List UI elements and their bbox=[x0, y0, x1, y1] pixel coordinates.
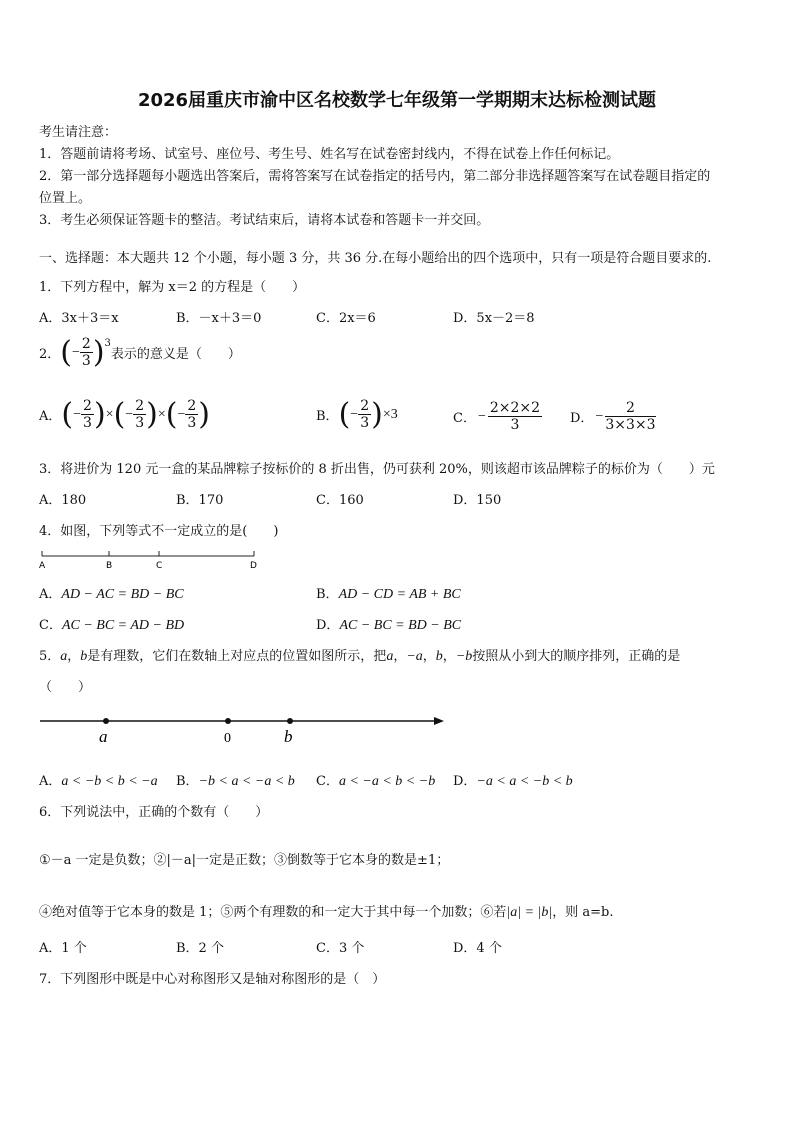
number-line-label-b: b bbox=[284, 727, 293, 746]
notice-item-2-cont: 位置上。 bbox=[39, 191, 92, 206]
question-6-stem: 6．下列说法中，正确的个数有（ ） bbox=[39, 805, 269, 820]
question-7-stem: 7．下列图形中既是中心对称图形又是轴对称图形的是（ ） bbox=[39, 972, 386, 987]
q6-statements-line-2: ④绝对值等于它本身的数是 1；⑤两个有理数的和一定大于其中每一个加数；⑥若|a| = |b|，则 a=b. bbox=[39, 905, 614, 920]
q6-statements-line-1: ①－a 一定是负数；②|－a|一定是正数；③倒数等于它本身的数是±1； bbox=[39, 853, 450, 868]
q6-option-b: B．2 个 bbox=[176, 941, 224, 956]
notice-heading: 考生请注意： bbox=[39, 125, 118, 140]
section-heading: 一、选择题：本大题共 12 个小题，每小题 3 分，共 36 分.在每小题给出的四个选项中，只有一项是符合题目要求的. bbox=[39, 251, 712, 266]
point-label-d: D bbox=[250, 561, 257, 570]
q5-option-b: B．−b < a < −a < b bbox=[176, 774, 295, 789]
q3-option-b: B．170 bbox=[176, 493, 224, 508]
q4-option-d: D．AC − BC = BD − BC bbox=[316, 618, 462, 633]
q6-option-a: A．1 个 bbox=[39, 941, 87, 956]
question-5-stem: 5．a，b是有理数，它们在数轴上对应点的位置如图所示，把a，−a，b，−b按照从小到大的顺序排列，正确的是 bbox=[39, 649, 681, 664]
number-line-label-zero: 0 bbox=[224, 731, 231, 746]
q6-option-c: C．3 个 bbox=[316, 941, 365, 956]
q2-option-d: D． − $\frac{2}{3\times 3\times 3}$ bbox=[570, 400, 656, 433]
q1-option-d: D．5x－2＝8 bbox=[453, 311, 535, 326]
point-label-b: B bbox=[106, 561, 113, 570]
q2-tail: 表示的意义是（ ） bbox=[110, 347, 241, 362]
q2-option-b: B． ( − $\frac{2}{3}$ ) ×3 bbox=[316, 396, 398, 432]
q2-base-fraction: $\frac{2}{3}$ bbox=[81, 336, 91, 369]
segment-diagram bbox=[38, 546, 263, 570]
notice-item-1: 1．答题前请将考场、试室号、座位号、考生号、姓名写在试卷密封线内，不得在试卷上作任何标记。 bbox=[39, 147, 620, 162]
q2-exponent: 3 bbox=[104, 338, 111, 349]
number-line bbox=[38, 710, 448, 750]
q4-option-a: A．AD − AC = BD − BC bbox=[39, 587, 184, 602]
q3-option-d: D．150 bbox=[453, 493, 502, 508]
q4-option-c: C．AC − BC = AD − BD bbox=[39, 618, 185, 633]
q6-option-d: D．4 个 bbox=[453, 941, 502, 956]
q5-option-a: A．a < −b < b < −a bbox=[39, 774, 158, 789]
q1-option-a: A．3x＋3＝x bbox=[39, 311, 119, 326]
q3-option-a: A．180 bbox=[39, 493, 87, 508]
q2-number: 2． bbox=[39, 347, 61, 362]
number-line-label-a: a bbox=[99, 727, 108, 746]
question-1-stem: 1．下列方程中，解为 x＝2 的方程是（ ） bbox=[39, 280, 306, 295]
q2-option-c: C． − $\frac{2\times 2\times 2}{3}$ bbox=[453, 400, 541, 433]
question-2-stem: 2． ( − $\frac{2}{3}$ ) 3 表示的意义是（ ） bbox=[39, 334, 241, 370]
q5-option-d: D．−a < a < −b < b bbox=[453, 774, 573, 789]
page-title: 2026届重庆市渝中区名校数学七年级第一学期期末达标检测试题 bbox=[137, 90, 657, 111]
q2-option-a: A． ( − $\frac{2}{3}$ ) × ( − $\frac{2}{3}$ ) × ( − $\frac{2}{3}$ ) bbox=[39, 396, 210, 432]
q1-option-c: C．2x＝6 bbox=[316, 311, 376, 326]
point-label-a: A bbox=[39, 561, 46, 570]
question-4-stem: 4．如图，下列等式不一定成立的是( ) bbox=[39, 524, 279, 539]
notice-item-3: 3．考生必须保证答题卡的整洁。考试结束后，请将本试卷和答题卡一并交回。 bbox=[39, 213, 490, 228]
point-label-c: C bbox=[156, 561, 163, 570]
q3-option-c: C．160 bbox=[316, 493, 364, 508]
notice-item-2: 2．第一部分选择题每小题选出答案后，需将答案写在试卷指定的括号内，第二部分非选择题答案写在试卷题目指定的 bbox=[39, 169, 711, 184]
q5-option-c: C．a < −a < b < −b bbox=[316, 774, 436, 789]
q1-option-b: B．－x＋3＝0 bbox=[176, 311, 262, 326]
q4-option-b: B．AD − CD = AB + BC bbox=[316, 587, 461, 602]
q5-paren: （ ） bbox=[39, 680, 92, 695]
question-3-stem: 3．将进价为 120 元一盒的某品牌粽子按标价的 8 折出售，仍可获利 20%，则该超市该品牌粽子的标价为（ ）元 bbox=[39, 462, 715, 477]
q2-minus: − bbox=[72, 344, 80, 360]
